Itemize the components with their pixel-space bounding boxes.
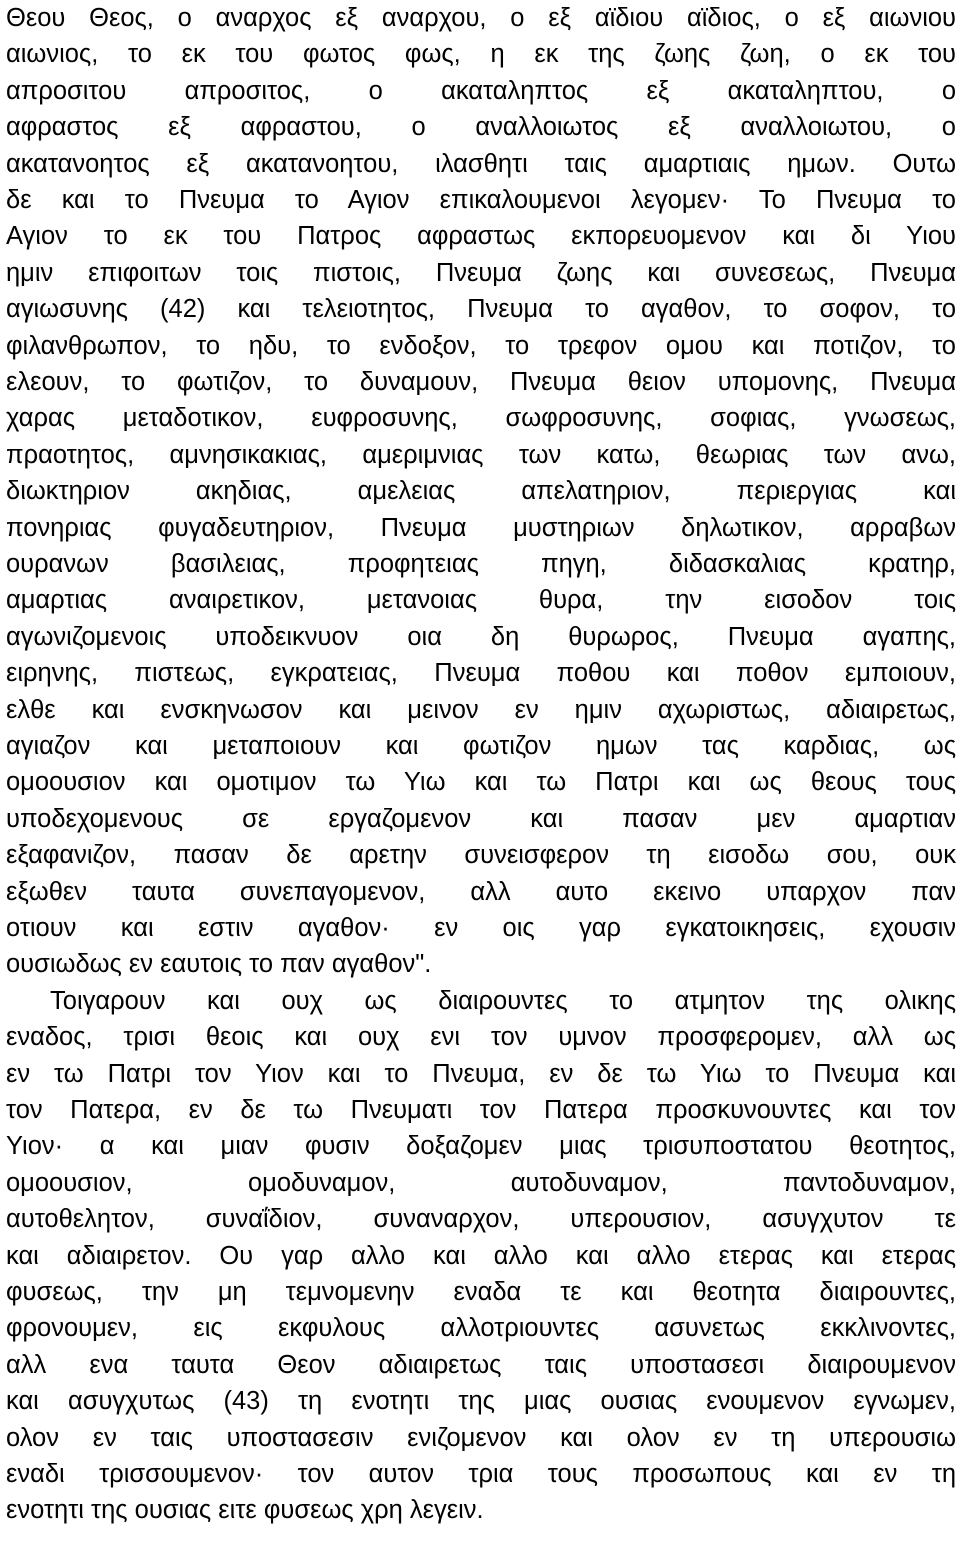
text-line: ενοτητι της ουσιας ειτε φυσεως χρη λεγειν.: [6, 1496, 484, 1525]
text-line: ελθε και ενσκηνωσον και μεινον εν ημιν αχωριστως, αδιαιρετως,: [6, 695, 956, 724]
text-line: οτιουν και εστιν αγαθον· εν οις γαρ εγκατοικησεις, εχουσιν: [6, 914, 956, 942]
text-line: ομοουσιον, ομοδυναμον, αυτοδυναμον, παντοδυναμον,: [6, 1168, 956, 1197]
text-line: πονηριας φυγαδευτηριον, Πνευμα μυστηριων δηλωτικον, αρραβων: [6, 513, 956, 542]
text-line: αυτοθελητον, συναΐδιον, συναναρχον, υπερουσιον, ασυγχυτον τε: [6, 1205, 956, 1234]
text-line: εναδι τρισσουμενον· τον αυτον τρια τους προσωπους και εν τη: [6, 1460, 956, 1488]
text-line: αμαρτιας αναιρετικον, μετανοιας θυρα, την εισοδον τοις: [6, 586, 956, 615]
text-line: Αγιον το εκ του Πατρος αφραστως εκπορευομενον και δι Υιου: [6, 222, 956, 251]
text-line: φιλανθρωπον, το ηδυ, το ενδοξον, το τρεφον ομου και ποτιζον, το: [6, 331, 956, 360]
text-line: Τοιγαρουν και ουχ ως διαιρουντες το ατμητον της ολικης: [50, 986, 956, 1015]
text-line: ουσιωδως εν εαυτοις το παν αγαθον".: [6, 950, 432, 979]
text-line: πραοτητος, αμνησικακιας, αμεριμνιας των κατω, θεωριας των ανω,: [6, 440, 956, 469]
text-line: ομοουσιον και ομοτιμον τω Υιω και τω Πατρι και ως θεους τους: [6, 768, 956, 797]
text-line: ειρηνης, πιστεως, εγκρατειας, Πνευμα ποθου και ποθον εμποιουν,: [6, 659, 956, 688]
text-line: αφραστος εξ αφραστου, ο αναλλοιωτος εξ αναλλοιωτου, ο: [6, 113, 956, 142]
text-line: ακατανοητος εξ ακατανοητου, ιλασθητι ταις αμαρτιαις ημων. Ουτω: [6, 149, 956, 178]
text-line: αγιαζον και μεταποιουν και φωτιζον ημων τας καρδιας, ως: [6, 732, 956, 760]
text-line: απροσιτου απροσιτος, ο ακαταληπτος εξ ακαταληπτου, ο: [6, 76, 956, 105]
text-line: ημιν επιφοιτων τοις πιστοις, Πνευμα ζωης και συνεσεως, Πνευμα: [6, 258, 956, 287]
text-line: εξωθεν ταυτα συνεπαγομενον, αλλ αυτο εκεινο υπαρχον παν: [6, 877, 956, 906]
text-line: δε και το Πνευμα το Αγιον επικαλουμενοι λεγομεν· Το Πνευμα το: [6, 186, 956, 214]
text-line: ολον εν ταις υποστασεσιν ενιζομενον και ολον εν τη υπερουσιω: [6, 1423, 956, 1452]
text-line: και αδιαιρετον. Ου γαρ αλλο και αλλο και αλλο ετερας και ετερας: [6, 1241, 956, 1270]
text-line: αιωνιος, το εκ του φωτος φως, η εκ της ζωης ζωη, ο εκ του: [6, 40, 956, 69]
text-line: υποδεχομενους σε εργαζομενον και πασαν μεν αμαρτιαν: [6, 804, 956, 833]
text-line: εξαφανιζον, πασαν δε αρετην συνεισφερον τη εισοδω σου, ουκ: [6, 841, 956, 870]
text-line: φρονουμεν, εις εκφυλους αλλοτριουντες ασυνετως εκκλινοντες,: [6, 1314, 956, 1343]
text-line: εναδος, τρισι θεοις και ουχ ενι τον υμνον προσφερομεν, αλλ ως: [6, 1023, 956, 1052]
text-line: και ασυγχυτως (43) τη ενοτητι της μιας ουσιας ενουμενον εγνωμεν,: [6, 1387, 956, 1416]
text-line: τον Πατερα, εν δε τω Πνευματι τον Πατερα προσκυνουντες και τον: [6, 1096, 956, 1124]
text-line: Υιον· α και μιαν φυσιν δοξαζομεν μιας τρισυποστατου θεοτητος,: [6, 1132, 956, 1161]
text-line: φυσεως, την μη τεμνομενην εναδα τε και θεοτητα διαιρουντες,: [6, 1278, 956, 1306]
text-line: ουρανων βασιλειας, προφητειας πηγη, διδασκαλιας κρατηρ,: [6, 550, 956, 578]
text-line: αλλ ενα ταυτα Θεον αδιαιρετως ταις υποστασεσι διαιρουμενον: [6, 1350, 956, 1379]
text-line: ελεουν, το φωτιζον, το δυναμουν, Πνευμα θειον υπομονης, Πνευμα: [6, 368, 956, 396]
text-line: αγιωσυνης (42) και τελειοτητος, Πνευμα το αγαθον, το σοφον, το: [6, 295, 956, 324]
text-line: χαρας μεταδοτικον, ευφροσυνης, σωφροσυνης, σοφιας, γνωσεως,: [6, 404, 956, 433]
text-line: αγωνιζομενοις υποδεικνυον οια δη θυρωρος, Πνευμα αγαπης,: [6, 622, 956, 651]
text-line: εν τω Πατρι τον Υιον και το Πνευμα, εν δε τω Υιω το Πνευμα και: [6, 1059, 956, 1088]
text-line: Θεου Θεος, ο αναρχος εξ αναρχου, ο εξ αϊδιου αϊδιος, ο εξ αιωνιου: [6, 4, 956, 32]
text-line: διωκτηριον ακηδιας, αμελειας απελατηριον, περιεργιας και: [6, 477, 956, 506]
